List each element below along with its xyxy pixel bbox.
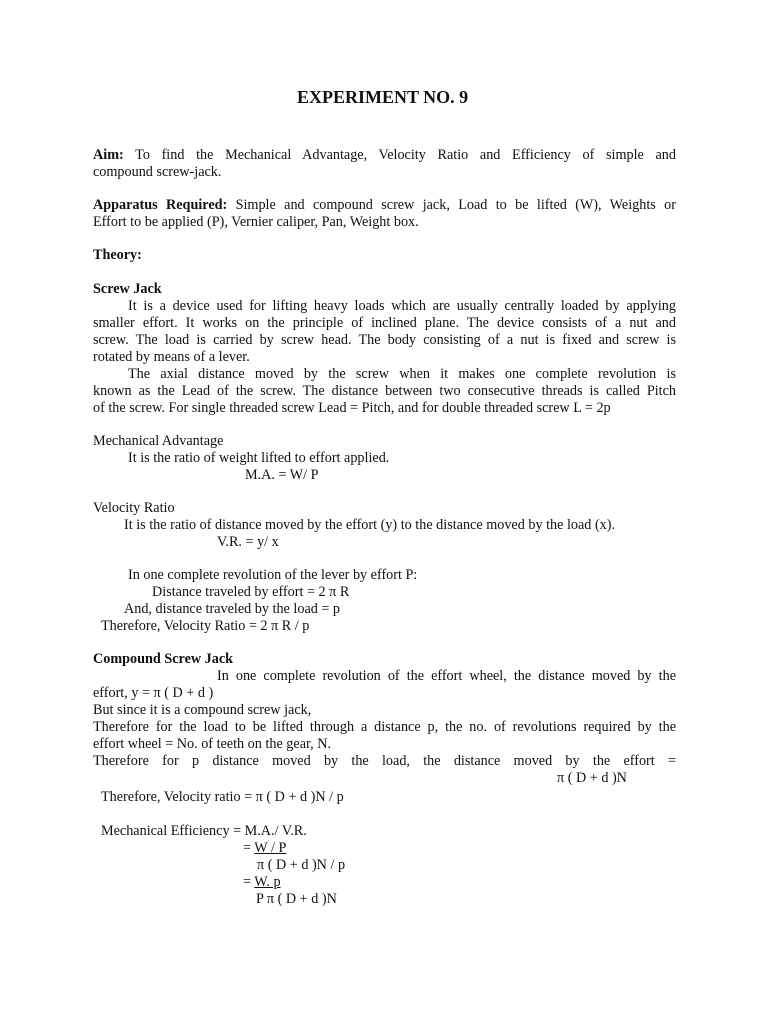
ma-formula: M.A. = W/ P <box>245 467 319 483</box>
compound-vr-formula: Therefore, Velocity ratio = π ( D + d )N / p <box>101 789 344 805</box>
screw-jack-p2-line-3: of the screw. For single threaded screw Lead = Pitch, and for double threaded screw L = 2p <box>93 400 611 416</box>
screw-jack-p1-line-2: smaller effort. It works on the principle of inclined plane. The device consists of a nut and <box>93 315 676 331</box>
efficiency-eq-1-sign: = <box>243 840 255 856</box>
efficiency-denominator-1: π ( D + d )N / p <box>257 857 346 873</box>
apparatus-line-1 <box>93 197 676 214</box>
revolution-line-4: Therefore, Velocity Ratio = 2 π R / p <box>101 618 310 634</box>
efficiency-line-1: Mechanical Efficiency = M.A./ V.R. <box>101 823 307 839</box>
screw-jack-p1-line-1: It is a device used for lifting heavy loads which are usually centrally loaded by applying <box>128 298 676 314</box>
screw-jack-p2-line-2: known as the Lead of the screw. The distance between two consecutive threads is called Pitch <box>93 383 676 399</box>
screw-jack-heading <box>93 281 162 298</box>
page-title: EXPERIMENT NO. 9 <box>297 87 469 107</box>
screw-jack-heading-text: Screw Jack <box>93 281 162 297</box>
aim-line-1 <box>93 147 676 164</box>
revolution-line-1: In one complete revolution of the lever by effort P: <box>128 567 418 583</box>
efficiency-numerator-1: W / P <box>254 840 287 856</box>
aim-label: Aim: <box>93 147 124 163</box>
screw-jack-p2-line-1: The axial distance moved by the screw when it makes one complete revolution is <box>128 366 676 382</box>
compound-line-4: Therefore for the load to be lifted through a distance p, the no. of revolutions required by the <box>93 719 676 735</box>
aim-line-2: compound screw-jack. <box>93 164 222 180</box>
compound-heading-text: Compound Screw Jack <box>93 651 234 667</box>
compound-line-7: π ( D + d )N <box>557 770 627 786</box>
apparatus-line-2: Effort to be applied (P), Vernier caliper, Pan, Weight box. <box>93 214 419 230</box>
compound-line-6: Therefore for p distance moved by the load, the distance moved by the effort = <box>93 753 676 769</box>
vr-formula: V.R. = y/ x <box>217 534 279 550</box>
screw-jack-p1-line-3: screw. The load is carried by screw head. The body consisting of a nut is fixed and screw is <box>93 332 676 348</box>
efficiency-eq-2-sign: = <box>243 874 255 890</box>
vr-text: It is the ratio of distance moved by the effort (y) to the distance moved by the load (x). <box>124 517 616 533</box>
revolution-line-3: And, distance traveled by the load = p <box>124 601 341 617</box>
ma-heading: Mechanical Advantage <box>93 433 224 449</box>
apparatus-text: Simple and compound screw jack, Load to be lifted (W), Weights or <box>227 197 676 213</box>
ma-text: It is the ratio of weight lifted to effort applied. <box>128 450 390 466</box>
efficiency-eq-1 <box>243 840 286 857</box>
compound-line-3: But since it is a compound screw jack, <box>93 702 312 718</box>
aim-text: To find the Mechanical Advantage, Velocity Ratio and Efficiency of simple and <box>123 147 676 163</box>
screw-jack-p1-line-4: rotated by means of a lever. <box>93 349 250 365</box>
efficiency-eq-2 <box>243 874 281 891</box>
theory-heading-text: Theory: <box>93 247 142 263</box>
theory-heading <box>93 247 142 264</box>
compound-line-5: effort wheel = No. of teeth on the gear, N. <box>93 736 332 752</box>
efficiency-denominator-2: P π ( D + d )N <box>256 891 337 907</box>
compound-heading <box>93 651 233 668</box>
efficiency-numerator-2: W. p <box>254 874 281 890</box>
compound-line-2: effort, y = π ( D + d ) <box>93 685 214 701</box>
revolution-line-2: Distance traveled by effort = 2 π R <box>152 584 350 600</box>
vr-heading: Velocity Ratio <box>93 500 175 516</box>
compound-line-1: In one complete revolution of the effort wheel, the distance moved by the <box>217 668 676 684</box>
apparatus-label: Apparatus Required: <box>93 197 228 213</box>
